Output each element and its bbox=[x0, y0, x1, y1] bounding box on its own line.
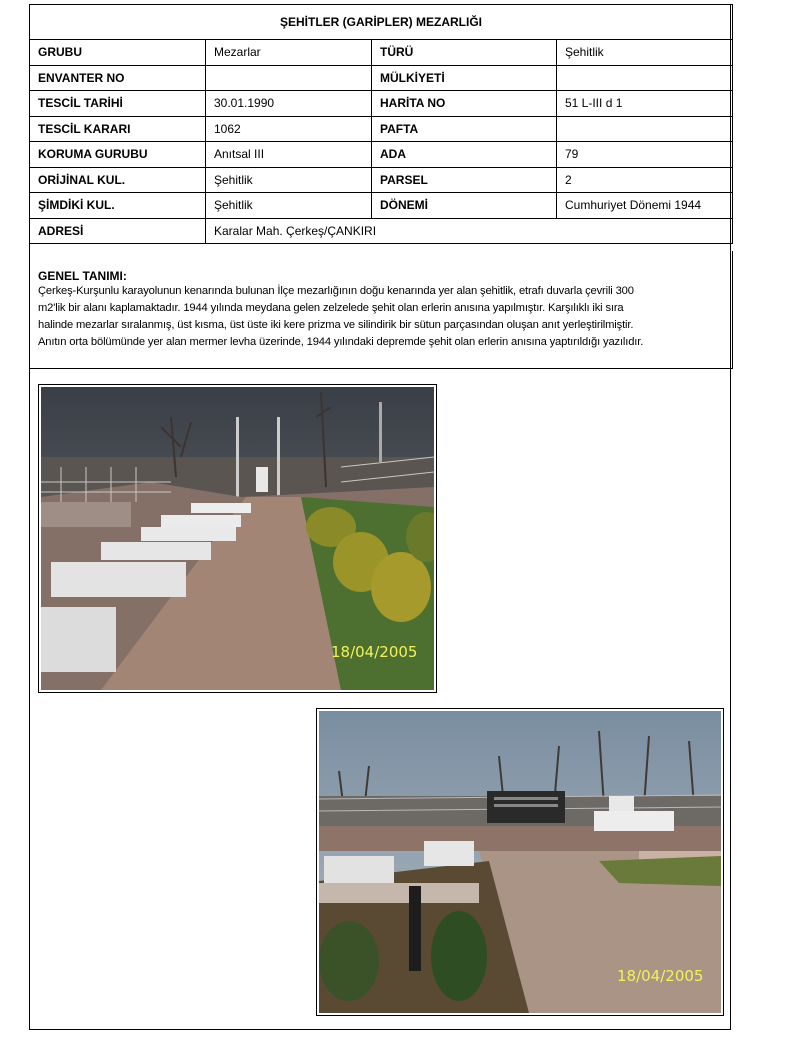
photo-date-stamp: 18/04/2005 bbox=[617, 967, 704, 985]
field-label: MÜLKİYETİ bbox=[372, 65, 557, 91]
table-row bbox=[30, 65, 733, 91]
field-label: HARİTA NO bbox=[372, 91, 557, 117]
info-table bbox=[29, 4, 733, 244]
description-line: Anıtın orta bölümünde yer alan mermer levha üzerinde, 1944 yılındaki depremde şehit olan erlerin anısına yaptırıldığı yazılıdır. bbox=[38, 336, 644, 348]
field-value bbox=[557, 116, 733, 142]
table-row bbox=[30, 218, 733, 244]
photo-cemetery-path bbox=[38, 384, 437, 693]
address-label: ADRESİ bbox=[30, 218, 206, 244]
field-value: Anıtsal III bbox=[206, 142, 372, 168]
description-line: halinde mezarlar sıralanmış, üst kısma, üst üste iki kere prizma ve silindirik bir sütun parçasından oluşan anıt yerleştirilmiştir. bbox=[38, 319, 634, 331]
field-value: Şehitlik bbox=[206, 167, 372, 193]
field-value: 2 bbox=[557, 167, 733, 193]
description-line: m2'lik bir alanı kaplamaktadır. 1944 yılında meydana gelen zelzelede şehit olan erlerin anısına yapılmıştır. Karşılıklı iki sıra bbox=[38, 302, 624, 314]
address-value: Karalar Mah. Çerkeş/ÇANKIRI bbox=[206, 218, 733, 244]
field-label: TÜRÜ bbox=[372, 40, 557, 66]
field-value: Şehitlik bbox=[206, 193, 372, 219]
field-label: TESCİL TARİHİ bbox=[30, 91, 206, 117]
table-row bbox=[30, 193, 733, 219]
description-text bbox=[38, 283, 724, 351]
field-value bbox=[557, 65, 733, 91]
photo-image bbox=[319, 711, 721, 1013]
description-line: Çerkeş-Kurşunlu karayolunun kenarında bulunan İlçe mezarlığının doğu kenarında yer alan şehitlik, etrafı duvarla çevrili 300 bbox=[38, 285, 634, 297]
table-row bbox=[30, 91, 733, 117]
field-value: Cumhuriyet Dönemi 1944 bbox=[557, 193, 733, 219]
table-row bbox=[30, 40, 733, 66]
field-value: 1062 bbox=[206, 116, 372, 142]
field-value: Şehitlik bbox=[557, 40, 733, 66]
description-label: GENEL TANIMI: bbox=[38, 269, 127, 283]
photo-date-stamp: 18/04/2005 bbox=[331, 643, 418, 661]
field-value: 30.01.1990 bbox=[206, 91, 372, 117]
page-title: ŞEHİTLER (GARİPLER) MEZARLIĞI bbox=[30, 5, 733, 40]
field-label: KORUMA GURUBU bbox=[30, 142, 206, 168]
field-value bbox=[206, 65, 372, 91]
description-section bbox=[29, 251, 733, 369]
field-label: PARSEL bbox=[372, 167, 557, 193]
table-row bbox=[30, 167, 733, 193]
field-label: ŞİMDİKİ KUL. bbox=[30, 193, 206, 219]
field-label: PAFTA bbox=[372, 116, 557, 142]
field-label: ADA bbox=[372, 142, 557, 168]
field-value: 79 bbox=[557, 142, 733, 168]
photo-monument-plaque bbox=[316, 708, 724, 1016]
photo-image bbox=[41, 387, 434, 690]
field-value: Mezarlar bbox=[206, 40, 372, 66]
field-value: 51 L-III d 1 bbox=[557, 91, 733, 117]
field-label: GRUBU bbox=[30, 40, 206, 66]
table-row bbox=[30, 116, 733, 142]
field-label: TESCİL KARARI bbox=[30, 116, 206, 142]
field-label: ORİJİNAL KUL. bbox=[30, 167, 206, 193]
table-row bbox=[30, 142, 733, 168]
field-label: DÖNEMİ bbox=[372, 193, 557, 219]
field-label: ENVANTER NO bbox=[30, 65, 206, 91]
